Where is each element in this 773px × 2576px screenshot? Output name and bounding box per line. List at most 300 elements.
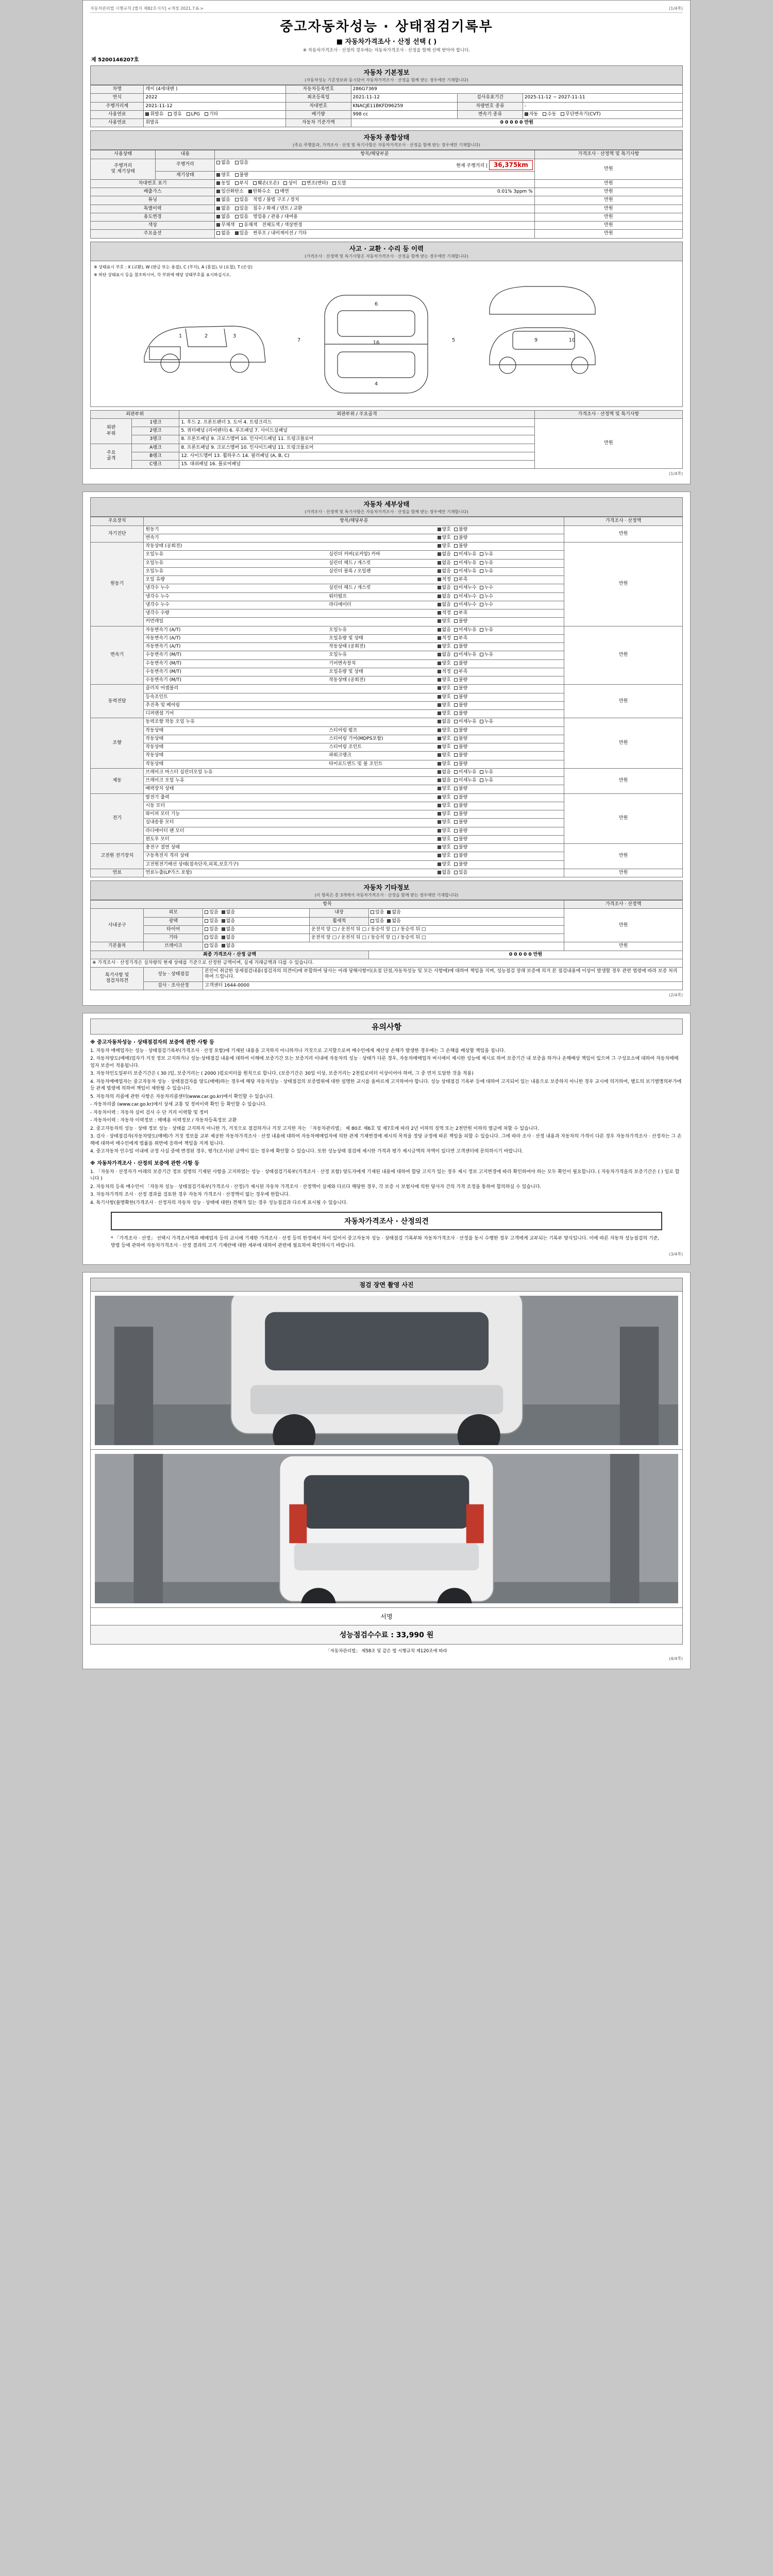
option-1[interactable]: 불량 <box>454 803 467 809</box>
option-exists[interactable]: 있음 <box>371 910 384 916</box>
option-0[interactable]: 양호 <box>438 828 451 834</box>
option-1[interactable]: 불량 <box>454 703 467 708</box>
option-0[interactable]: 양호 <box>438 728 451 734</box>
option-1[interactable]: 불량 <box>454 544 467 549</box>
option-damage[interactable]: 훼손(오손) <box>253 181 279 187</box>
option-0[interactable]: 양호 <box>438 845 451 851</box>
price-note: 만원 <box>564 909 683 942</box>
option-none[interactable]: 없음 <box>216 160 230 166</box>
option-1[interactable]: 미세누수 <box>454 594 477 600</box>
option-altered[interactable]: 변조(변타) <box>302 181 328 187</box>
option-2[interactable]: 누유 <box>480 778 493 784</box>
option-0[interactable]: 없음 <box>438 652 451 658</box>
row-options <box>215 213 534 221</box>
col-header: 외판부위 / 주요골격 <box>179 410 534 418</box>
item-label: 변속기 양호 불량 <box>144 534 564 542</box>
item-label: 브레이크 오일 누유 없음 미세누유 누유 <box>144 777 564 785</box>
table-row <box>91 102 683 110</box>
option-none[interactable]: 없음 <box>222 943 235 949</box>
rank-label: 2랭크 <box>132 427 179 435</box>
notice-item: 3. 자동차인도일부터 보증기간은 ( 30 )일, 보증거리는 ( 2000 )킬로미터를 원칙으로 합니다. (보증기간은 30일 이상, 보증거리는 2천킬로미터 이상이어야 하며, 그 중 먼저 도달한 것을 적용) <box>90 1071 474 1077</box>
page-4 <box>82 1272 691 1669</box>
option-0[interactable]: 양호 <box>438 761 451 767</box>
notice-item: 3. 자동차가격의 조사 · 산정 결과를 검토한 경우 자동차 가격조사 · 산정액이 없는 경우에 한합니다. <box>90 1192 290 1198</box>
detail-band <box>90 497 683 517</box>
option-none[interactable]: 없음 <box>216 231 230 236</box>
option-achromatic[interactable]: 무채색 <box>216 223 234 228</box>
option-smoke[interactable]: 매연 <box>275 189 289 195</box>
option-0[interactable]: 양호 <box>438 644 451 650</box>
option-1[interactable]: 불량 <box>454 619 467 624</box>
price-opinion-body: * 「가격조사 · 산정」 선택시 가격조사액과 매매업자 등의 교시에 기재한 가격조사 · 산정 등의 한정에서 차이 있어서 중고자동차 성능 · 상태점검 기록부와 자동차가격조사 · 산정을 동시 수행한 경우 고객에게 교부되는 기록부 양식입니다. 이에 따른 자동차 성능점검의 기준, 방법 등에 관하여 자동차가격조사 · 산정 결과의 고지 기재란에 대한 세부에 대하여 관련에 필요하여 확인하시기 바랍니다. <box>111 1236 660 1248</box>
option-2[interactable]: 누수 <box>480 602 493 608</box>
fuel-option[interactable]: 경유 <box>168 112 181 117</box>
svg-text:16: 16 <box>373 340 380 346</box>
legend-line-1: ※ 상태표시 부호 : X (교환), W (판금 또는 용접), C (부식), A (흠집), U (요철), T (손상) <box>94 264 253 269</box>
fuel-option[interactable]: LPG <box>187 112 200 117</box>
option-exists[interactable]: 있음 <box>205 927 218 933</box>
detail-state-table <box>90 517 683 877</box>
field-label: 배기량 <box>286 110 351 118</box>
price-note: 만원 <box>564 793 683 844</box>
row-category: 튜닝 <box>91 196 215 205</box>
option-0[interactable]: 없음 <box>438 552 451 557</box>
inspector-opinion: 본인이 취급한 상세점검내용(점검자의 의견이)에 부합하여 당사는 아래 당해사항이(요점 단점,자동차성능 및 모든 사항에)에 대하여 책임을 지며, 성능점검 장래 보증에 의거 본 점검내용에 이상이 발생할 경우 관련 법령에 따라 보증 처리하여 드립니다. <box>203 968 683 982</box>
item-label: 실내송풍 모터 양호 불량 <box>144 819 564 827</box>
field-value: - <box>523 102 682 110</box>
item-label: 시동 모터 양호 불량 <box>144 802 564 810</box>
item-label: 작동상태 스티어링 조인트 양호 불량 <box>144 743 564 752</box>
notice-heading-1: ※ 중고자동차성능 · 상태점검자의 보증에 관한 사항 등 <box>90 1039 214 1045</box>
option-none[interactable]: 없음 <box>216 197 230 203</box>
option-0[interactable]: 양호 <box>438 677 451 683</box>
price-note: 만원 <box>564 869 683 877</box>
option-1[interactable]: 불량 <box>454 853 467 859</box>
option-0[interactable]: 양호 <box>438 744 451 750</box>
item-label: 오일누유 실린더 헤드 / 개스킷 없음 미세누유 누유 <box>144 559 564 567</box>
table-row <box>91 222 683 230</box>
option-exists[interactable]: 있음 <box>235 206 248 212</box>
option-1[interactable]: 불량 <box>454 644 467 650</box>
option-good[interactable]: 양호 <box>216 173 230 178</box>
contact-info: 고객센터 1644-0000 <box>203 981 683 990</box>
price-note: 만원 <box>564 543 683 626</box>
col-header: 항목/해당부분 <box>144 517 564 526</box>
option-1[interactable]: 불량 <box>454 694 467 700</box>
options-detail: 썬루프 / 내비게이션 / 기타 <box>253 231 307 236</box>
table-row <box>91 768 683 776</box>
option-0[interactable]: 양호 <box>438 820 451 825</box>
row-options <box>203 925 310 934</box>
option-1[interactable]: 불량 <box>454 837 467 842</box>
option-1[interactable]: 미세누유 <box>454 652 477 658</box>
option-exists[interactable]: 있음 <box>205 943 218 949</box>
option-0[interactable]: 양호 <box>438 803 451 809</box>
option-0[interactable]: 없음 <box>438 870 451 876</box>
row-category: 주행거리 및 계기상태 <box>91 159 156 179</box>
accident-rank-table <box>90 410 683 469</box>
table-row <box>91 685 683 693</box>
option-1[interactable]: 불량 <box>454 753 467 758</box>
option-exists[interactable]: 있음 <box>205 910 218 916</box>
price-note: 만원 <box>534 213 682 221</box>
option-1[interactable]: 미세누수 <box>454 585 477 591</box>
option-2[interactable]: 누유 <box>480 552 493 557</box>
mileage-box: 현재 주행거리 | 36,375km <box>456 160 533 170</box>
row-options <box>215 230 534 238</box>
svg-text:7: 7 <box>297 337 301 343</box>
row-label: 주행거리 <box>156 159 215 171</box>
option-erased[interactable]: 도말 <box>332 181 346 187</box>
rank-parts: 1. 후드 2. 프론트펜더 3. 도어 4. 트렁크리드 <box>179 418 534 427</box>
rank-parts: 5. 쿼터패널 (리어펜더) 6. 루프패널 7. 사이드실패널 <box>179 427 534 435</box>
table-row <box>91 869 683 877</box>
item-label: 수동변속기 (M/T) 오일누유 없음 미세누유 누유 <box>144 651 564 659</box>
rank-parts: 12. 사이드멤버 13. 휠하우스 14. 필러패널 (A, B, C) <box>179 452 534 460</box>
option-0[interactable]: 양호 <box>438 853 451 859</box>
field-label: 사용연료 <box>91 119 144 127</box>
row-options <box>203 934 310 942</box>
overall-table <box>90 150 683 238</box>
option-0[interactable]: 없음 <box>438 585 451 591</box>
table-row <box>91 543 683 551</box>
option-1[interactable]: 불량 <box>454 661 467 667</box>
table-row <box>91 119 683 127</box>
option-1[interactable]: 불량 <box>454 744 467 750</box>
option-1[interactable]: 불량 <box>454 786 467 792</box>
rank-label: 1랭크 <box>132 418 179 427</box>
option-none[interactable]: 없음 <box>216 214 230 220</box>
notice-title: 유의사항 <box>90 1019 683 1035</box>
option-0[interactable]: 양호 <box>438 862 451 868</box>
page-footer-note: (4/4쪽) <box>669 1656 683 1662</box>
notice-item: 2. 자동차의 등록 매수인이 「자동차 성능 · 상태점검기록부(가격조사 · 산정)가 제시된 자동차 가격조사 · 산정액이 실제와 다르다 해당한 경우, 각 보증 시 보험사에 의한 당사자 간의 가격 조정을 통하여 합의하실 수 있습니다. <box>90 1184 542 1190</box>
price-note: 만원 <box>564 626 683 685</box>
option-0[interactable]: 양호 <box>438 753 451 758</box>
transmission-option[interactable]: 무단변속기(CVT) <box>561 112 600 117</box>
item-label: 냉각수 수량 적정 부족 <box>144 609 564 618</box>
price-note: 만원 <box>534 230 682 238</box>
device-group: 제동 <box>91 768 144 793</box>
table-row <box>91 94 683 102</box>
option-0[interactable]: 적정 <box>438 611 451 616</box>
notice-item: 2. 자동차양도(매매)업자가 거짓 정보 고지하거나 성능·상태점검 내용에 대하여 이해에 보증기간 또는 보증거리 이내에 자동차의 성능 · 상태가 다른 경우, 자동차매매업자 버시에이 제시한 성능에 제시로 하여 보증기간 내 보증을 하거나 손해배상 책임이 있으며 그 구성요소에 대하여 자동차매매업자 보증이 적용됩니다. <box>90 1056 679 1069</box>
col-header: 사용상태 <box>91 150 156 159</box>
option-1[interactable]: 불량 <box>454 527 467 533</box>
page-3 <box>82 1013 691 1265</box>
option-1[interactable]: 불량 <box>454 820 467 825</box>
row-options <box>203 909 310 917</box>
option-exists[interactable]: 있음 <box>235 214 248 220</box>
option-0[interactable]: 양호 <box>438 837 451 842</box>
device-group: 변속기 <box>91 626 144 685</box>
option-0[interactable]: 없음 <box>438 778 451 784</box>
row-category: 주요 골격 <box>91 444 132 469</box>
transmission-option[interactable]: 수동 <box>543 112 556 117</box>
item-label: 자동변속기 (A/T) 작동상태 (공회전) 양호 불량 <box>144 643 564 651</box>
option-0[interactable]: 양호 <box>438 795 451 801</box>
option-1[interactable]: 미세누유 <box>454 561 477 566</box>
inspection-photo-rear <box>95 1454 678 1603</box>
item-label: 브레이크 마스터 실린더오일 누유 없음 미세누유 누유 <box>144 768 564 776</box>
device-group: 연료 <box>91 869 144 877</box>
option-0[interactable]: 양호 <box>438 811 451 817</box>
item-label: 수동변속기 (M/T) 기어변속장치 양호 불량 <box>144 659 564 668</box>
page-1 <box>82 0 691 484</box>
option-same[interactable]: 동일 <box>216 181 230 187</box>
notice-item: 4. 특기사항(불명확한(가격조사 · 산정자의 자동차 성능 · 상태에 대한) 견해가 있는 경우 성능점검과 다르게 표시될 수 있습니다. <box>90 1200 348 1206</box>
table-row <box>91 909 683 917</box>
row-label: 휠세척 <box>310 917 369 925</box>
field-label: 검사유효기간 <box>458 94 523 102</box>
item-label: 구동축전지 격리 상태 양호 불량 <box>144 852 564 860</box>
option-1[interactable]: 미세누유 <box>454 719 477 725</box>
option-exists[interactable]: 있음 <box>235 160 248 166</box>
option-1[interactable]: 불량 <box>454 677 467 683</box>
option-1[interactable]: 불량 <box>454 811 467 817</box>
table-row <box>91 718 683 726</box>
option-2[interactable]: 누수 <box>480 585 493 591</box>
row-category: 사내공구 <box>91 909 144 942</box>
notice-item: 1. 자동차 매매업자는 성능 · 상태점검기록부(가격조사 · 산정 포함)에 기재된 내용을 고지하지 아니하거나 거짓으로 고지할으로써 매수인에게 재산상 손해가 발생한 경우에는 그 손해를 배상할 책임을 집니다. <box>90 1048 506 1054</box>
notice-item: 3. 검사 · 상태점검자(자동차양도(매매)가 거짓 정보를 교부 제공한 자동차가격조사 · 산정 내용에 대하여 자동차매매업자에 의한 관계 기재변경에 제시의 목적을 정당 규정에 따른 책임을 피할 수 있습니다. 그에 따라 조사 · 산정 내용과 자동차의 가격이 다른 경우 자동차가격조사 · 산정자는 그 손해에 대하여 매수인에게 법률을 위반에 응하여 책임을 지게 됩니다. <box>90 1134 682 1146</box>
page-number: (1/4쪽) <box>669 6 683 11</box>
etc-band <box>90 880 683 900</box>
option-0[interactable]: 적정 <box>438 577 451 583</box>
price-note: 만원 <box>534 179 682 188</box>
option-none[interactable]: 없음 <box>222 927 235 933</box>
option-none[interactable]: 없음 <box>222 919 235 924</box>
notice-list <box>90 1048 683 1156</box>
option-exists[interactable]: 있음 <box>371 919 384 924</box>
field-label: 차대번호 <box>286 102 351 110</box>
item-label: 자동변속기 (A/T) 오일유량 및 상태 적정 부족 <box>144 634 564 642</box>
option-2[interactable]: 누유 <box>480 719 493 725</box>
option-1[interactable]: 미세누유 <box>454 569 477 574</box>
item-label: 냉각수 누수 실린더 헤드 / 개스킷 없음 미세누수 누수 <box>144 584 564 592</box>
item-label: 작동상태 타이로드엔드 및 볼 조인트 양호 불량 <box>144 760 564 768</box>
option-0[interactable]: 양호 <box>438 736 451 742</box>
option-exists[interactable]: 있음 <box>205 935 218 941</box>
option-0[interactable]: 양호 <box>438 786 451 792</box>
item-label: 원동기 양호 불량 <box>144 526 564 534</box>
row-category: 기본품목 <box>91 942 144 951</box>
option-none[interactable]: 없음 <box>387 910 400 916</box>
option-1[interactable]: 불량 <box>454 828 467 834</box>
etc-subtitle: (이 항목은 총 3개에서 자동차가격조사 · 산정을 함께 받는 경우에만 기재합니다) <box>314 893 459 897</box>
photo-2-container <box>90 1450 683 1608</box>
table-row <box>91 418 683 427</box>
price-note: 만원 <box>564 685 683 718</box>
rank-label: B랭크 <box>132 452 179 460</box>
option-chromatic[interactable]: 유채색 <box>239 223 257 228</box>
option-0[interactable]: 양호 <box>438 619 451 624</box>
option-exists[interactable]: 있음 <box>235 231 248 236</box>
option-2[interactable]: 누유 <box>480 561 493 566</box>
basic-info-table <box>90 85 683 127</box>
transmission-option[interactable]: 자동 <box>525 112 538 117</box>
item-label: 클러치 어셈블리 양호 불량 <box>144 685 564 693</box>
option-2[interactable]: 누유 <box>480 770 493 775</box>
option-0[interactable]: 적정 <box>438 669 451 675</box>
item-label: 발전기 출력 양호 불량 <box>144 793 564 802</box>
option-0[interactable]: 적정 <box>438 636 451 641</box>
option-1[interactable]: 부족 <box>454 636 467 641</box>
price-note: 만원 <box>534 159 682 179</box>
option-1[interactable]: 미세누유 <box>454 770 477 775</box>
item-label: 충전구 절연 상태 양호 불량 <box>144 844 564 852</box>
option-bad[interactable]: 불량 <box>235 173 248 178</box>
option-0[interactable]: 없음 <box>438 602 451 608</box>
table-row <box>91 230 683 238</box>
col-header: 가격조사 · 산정액 및 특기사항 <box>534 150 682 159</box>
field-value: 2025-11-12 ~ 2027-11-11 <box>523 94 682 102</box>
price-note: 만원 <box>564 718 683 769</box>
option-corrosion[interactable]: 부식 <box>235 181 248 187</box>
option-2[interactable]: 누유 <box>480 628 493 633</box>
option-1[interactable]: 불량 <box>454 711 467 717</box>
option-1[interactable]: 부족 <box>454 669 467 675</box>
option-1[interactable]: 있음 <box>454 870 467 876</box>
accident-subtitle: (가격조사 · 산정액 및 특기사항은 자동차가격조사 · 산정을 함께 받는 경우에만 기재합니다) <box>305 253 468 259</box>
option-1[interactable]: 불량 <box>454 728 467 734</box>
col-header: 항목/해당부분 <box>215 150 534 159</box>
option-1[interactable]: 불량 <box>454 761 467 767</box>
svg-text:6: 6 <box>374 301 378 307</box>
option-1[interactable]: 불량 <box>454 845 467 851</box>
table-row <box>91 844 683 852</box>
legal-footnote: 「자동차관리법」 제58조 및 같은 법 시행규칙 제120조에 따라 <box>326 1649 447 1654</box>
special-history-detail: 침수 / 화재 / 덴트 / 교환 <box>253 206 303 211</box>
field-value: 2021-11-12 <box>351 94 458 102</box>
option-0[interactable]: 양호 <box>438 686 451 691</box>
fuel-option[interactable]: 기타 <box>205 112 218 117</box>
option-0[interactable]: 없음 <box>438 628 451 633</box>
option-co[interactable]: 일산화탄소 <box>216 189 243 195</box>
option-none[interactable]: 없음 <box>216 206 230 212</box>
option-0[interactable]: 없음 <box>438 770 451 775</box>
option-0[interactable]: 양호 <box>438 527 451 533</box>
option-1[interactable]: 미세누유 <box>454 552 477 557</box>
svg-text:10: 10 <box>568 337 576 343</box>
row-options <box>215 159 534 171</box>
option-none[interactable]: 없음 <box>222 935 235 941</box>
option-1[interactable]: 불량 <box>454 862 467 868</box>
table-row <box>91 942 683 951</box>
notice-heading-2: ※ 자동차가격조사 · 산정의 보증에 관한 사항 등 <box>90 1160 199 1166</box>
basic-info-band <box>90 65 683 85</box>
option-exists[interactable]: 있음 <box>235 197 248 203</box>
etc-detail: 운전석 앞 □ / 운전석 뒤 □ / 동승석 앞 □ / 동승석 뒤 □ <box>310 934 564 942</box>
option-0[interactable]: 양호 <box>438 544 451 549</box>
device-group: 전기 <box>91 793 144 844</box>
field-label: 변속기 종류 <box>458 110 523 118</box>
option-0[interactable]: 양호 <box>438 535 451 541</box>
option-0[interactable]: 없음 <box>438 719 451 725</box>
emission-values: 0.01% 3ppm % <box>497 189 533 194</box>
row-label: 계기상태 <box>156 171 215 179</box>
field-value: 레이 (4세대밴 ) <box>144 86 286 94</box>
option-1[interactable]: 불량 <box>454 736 467 742</box>
row-options <box>215 179 534 188</box>
option-exists[interactable]: 있음 <box>205 919 218 924</box>
table-row <box>91 959 683 967</box>
item-label: 작동상태 스티어링 펌프 양호 불량 <box>144 726 564 735</box>
option-0[interactable]: 양호 <box>438 661 451 667</box>
item-label: 수동변속기 (M/T) 오일유량 및 상태 적정 부족 <box>144 668 564 676</box>
photo-1-container <box>90 1292 683 1450</box>
price-note: 만원 <box>564 768 683 793</box>
option-0[interactable]: 없음 <box>438 594 451 600</box>
option-none[interactable]: 없음 <box>387 919 400 924</box>
option-hc[interactable]: 탄화수소 <box>248 189 271 195</box>
device-group: 고전원 전기장치 <box>91 844 144 869</box>
document-subtitle: ■ 자동차가격조사 · 산정 선택 ( ) <box>336 38 437 46</box>
row-category: 외판 부위 <box>91 418 132 444</box>
item-label: 수동변속기 (M/T) 작동상태 (공회전) 양호 불량 <box>144 676 564 685</box>
item-label: 작동상태 (공회전) 양호 불량 <box>144 543 564 551</box>
option-1[interactable]: 불량 <box>454 535 467 541</box>
accident-price-note: 만원 <box>534 418 682 469</box>
field-label: 자동차등록번호 <box>286 86 351 94</box>
option-1[interactable]: 불량 <box>454 686 467 691</box>
col-header: 가격조사 · 산정액 및 특기사항 <box>534 410 682 418</box>
photo-section-title: 점검 장면 촬영 사진 <box>90 1278 683 1292</box>
total-note: ※ 가격조사 · 산정가격은 실차량의 현재 상태를 기준으로 산정한 금액이며, 실제 거래금액과 다를 수 있습니다. <box>91 959 683 967</box>
option-2[interactable]: 누유 <box>480 652 493 658</box>
row-label: 검사 · 조사산정 <box>144 981 203 990</box>
price-note: 만원 <box>534 188 682 196</box>
option-0[interactable]: 양호 <box>438 694 451 700</box>
option-1[interactable]: 미세누유 <box>454 778 477 784</box>
field-label: 주행거리계 <box>91 102 144 110</box>
base-price-value: 0 0 0 0 0 만원 <box>351 119 682 127</box>
rank-label: A랭크 <box>132 444 179 452</box>
fuel-option[interactable]: 휘발유 <box>145 112 163 117</box>
option-different[interactable]: 상이 <box>283 181 297 187</box>
svg-text:3: 3 <box>232 333 237 339</box>
item-label: 추진축 및 베어링 양호 불량 <box>144 701 564 709</box>
signature-row: 서명 <box>90 1608 683 1625</box>
option-0[interactable]: 없음 <box>438 561 451 566</box>
option-none[interactable]: 없음 <box>222 910 235 916</box>
table-header-row <box>91 410 683 418</box>
option-1[interactable]: 미세누수 <box>454 602 477 608</box>
etc-table <box>90 900 683 990</box>
row-label: 타이어 <box>144 925 203 934</box>
option-1[interactable]: 불량 <box>454 795 467 801</box>
table-row <box>91 159 683 171</box>
device-group: 원동기 <box>91 543 144 626</box>
damage-diagram-section <box>90 261 683 407</box>
option-1[interactable]: 부족 <box>454 611 467 616</box>
tuning-detail: 적법 / 불법 구조 / 장치 <box>253 197 299 203</box>
option-0[interactable]: 양호 <box>438 703 451 708</box>
option-2[interactable]: 누유 <box>480 569 493 574</box>
option-1[interactable]: 미세누유 <box>454 628 477 633</box>
total-value: 0 0 0 0 0 만원 <box>369 951 683 959</box>
field-value: 286G7369 <box>351 86 682 94</box>
svg-text:5: 5 <box>451 337 456 343</box>
option-1[interactable]: 부족 <box>454 577 467 583</box>
option-2[interactable]: 누수 <box>480 594 493 600</box>
option-0[interactable]: 양호 <box>438 711 451 717</box>
notice-list-2 <box>90 1169 683 1207</box>
row-options <box>215 205 534 213</box>
page-footer-note: (3/4쪽) <box>669 1252 683 1257</box>
option-0[interactable]: 없음 <box>438 569 451 574</box>
item-label: 작동상태 파워크랭크 양호 불량 <box>144 752 564 760</box>
